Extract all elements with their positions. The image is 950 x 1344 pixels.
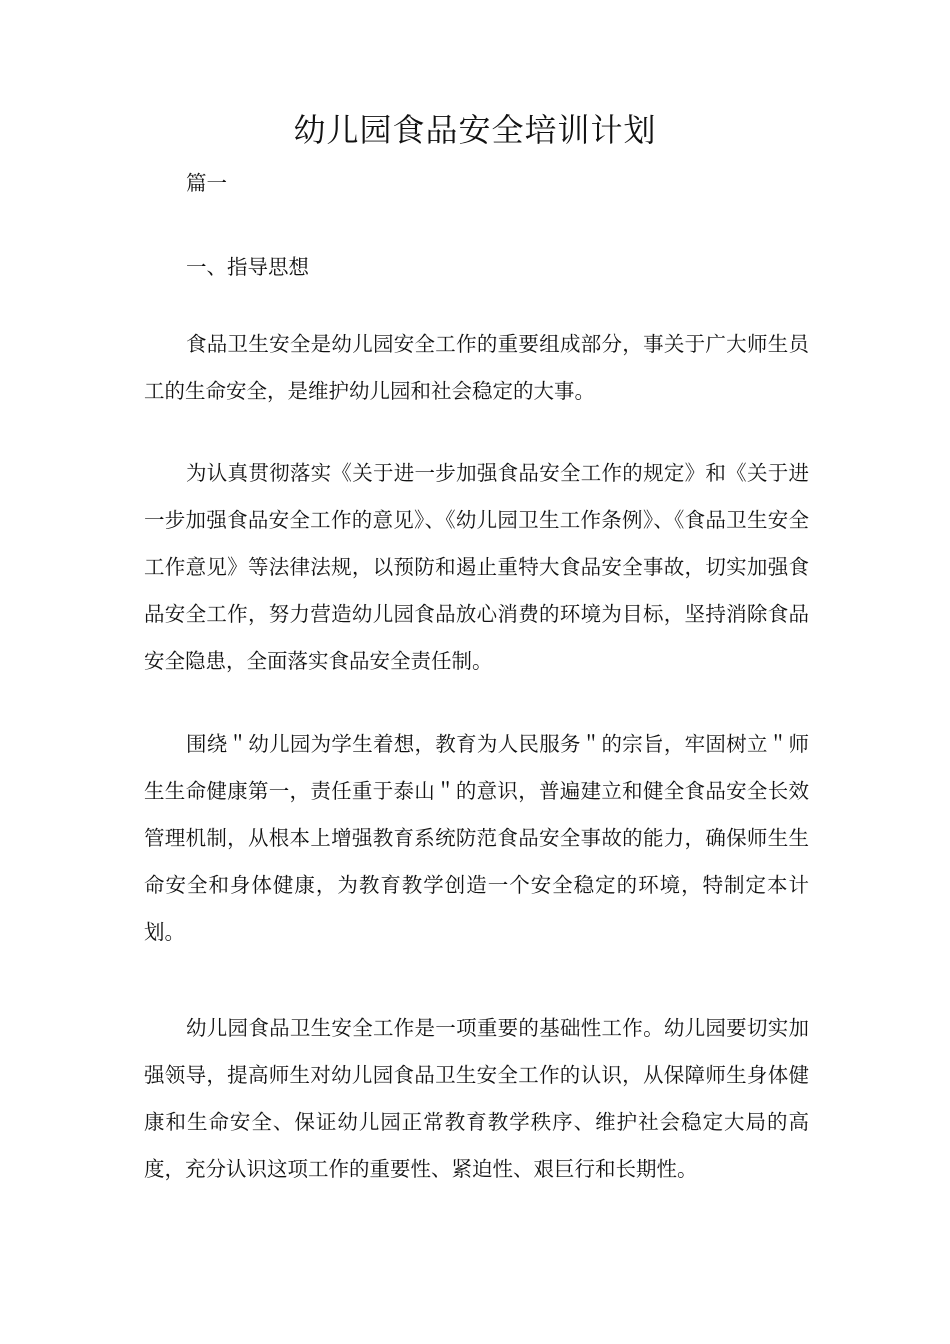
paragraph-4: 幼儿园食品卫生安全工作是一项重要的基础性工作。幼儿园要切实加强领导，提高师生对幼儿园食品卫生安全工作的认识，从保障师生身体健康和生命安全、保证幼儿园正常教育教学秩序、维护社会稳定大局的高度，充分认识这项工作的重要性、紧迫性、艰巨行和长期性。 [144, 1016, 809, 1181]
section-label: 篇一 [186, 171, 227, 195]
paragraph-1: 食品卫生安全是幼儿园安全工作的重要组成部分，事关于广大师生员工的生命安全，是维护幼儿园和社会稳定的大事。 [144, 332, 809, 403]
paragraph-2: 为认真贯彻落实《关于进一步加强食品安全工作的规定》和《关于进一步加强食品安全工作的意见》、《幼儿园卫生工作条例》、《食品卫生安全工作意见》等法律法规，以预防和遏止重特大食品安全事故，切实加强食品安全工作，努力营造幼儿园食品放心消费的环境为目标，坚持消除食品安全隐患，全面落实食品安全责任制。 [144, 461, 809, 673]
section-heading: 一、指导思想 [186, 255, 309, 279]
document-title: 幼儿园食品安全培训计划 [293, 111, 657, 149]
paragraph-3: 围绕＂幼儿园为学生着想，教育为人民服务＂的宗旨，牢固树立＂师生生命健康第一，责任重于泰山＂的意识，普遍建立和健全食品安全长效管理机制，从根本上增强教育系统防范食品安全事故的能力，确保师生生命安全和身体健康，为教育教学创造一个安全稳定的环境，特制定本计划。 [144, 732, 809, 944]
